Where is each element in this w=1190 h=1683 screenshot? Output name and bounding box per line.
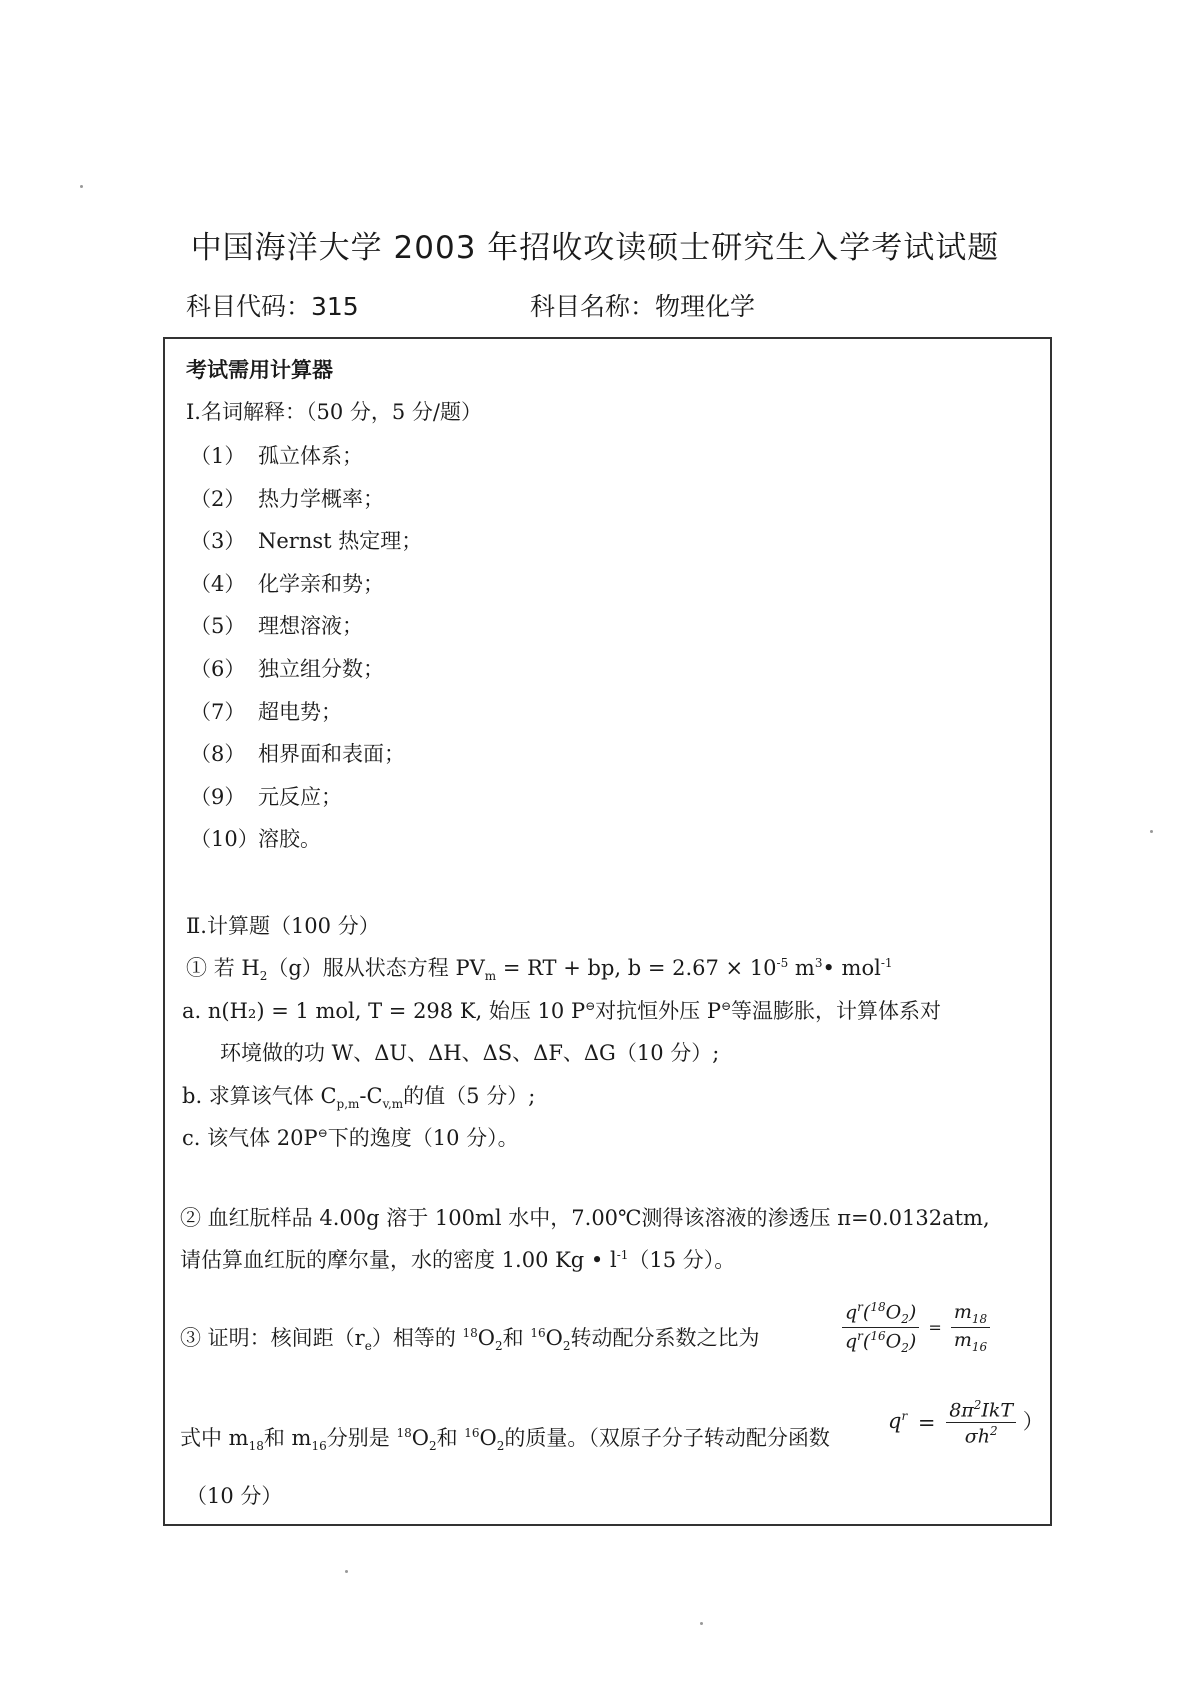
term-number: （9） [190,784,246,809]
subject-code: 科目代码：315 [186,292,359,321]
ratio-formula: $\frac{q^r(^{18}O_2)}{q^r(^{16}O_2)}$ = $\frac{m_{18}}{m_{16}}$ [842,1300,990,1355]
term-number: （2） [190,486,246,511]
term-text: 化学亲和势； [258,571,384,596]
scan-speck [345,1570,348,1573]
q3-points: （10 分） [186,1484,283,1508]
q2-line2: 请估算血红朊的摩尔量，水的密度 1.00 Kg • $l^{-1}(15$ 分）。 [180,1248,736,1272]
partition-function-formula: $q^r$ = $\frac{8\pi^2IkT}{\sigma h^2}$ ） [888,1398,1044,1448]
term-item [190,525,422,555]
term-text: 热力学概率； [258,486,384,511]
section1-heading: Ⅰ.名词解释：（50 分，5 分/题） [186,400,482,424]
q1-part-c: c. 该气体 20P⊖下的逸度（10 分）。 [182,1126,519,1150]
scan-speck [700,1622,703,1625]
term-number: （4） [190,571,246,596]
term-number: （6） [190,657,246,681]
term-item [190,483,384,513]
term-text: 独立组分数； [258,657,384,681]
term-number: （8） [190,742,246,767]
term-text: 相界面和表面； [258,742,405,767]
term-number: （10） [190,827,259,852]
term-text: 元反应； [258,784,342,809]
term-number: （1） [190,444,246,468]
q1-part-a-cont: 环境做的功 W、ΔU、ΔH、ΔS、ΔF、ΔG（10 分）; [220,1041,720,1065]
q1-intro: ① 若 $H_2(g)$服从状态方程 $PV_m$ = RT + bp, $b = 2.67 \times 10^{-5}$ $m^3•$ mol$^{-1}$ [186,956,893,984]
term-text: 超电势； [258,699,342,724]
term-text: 孤立体系； [258,444,363,468]
q3-line1: ③ 证明：核间距$(r_e)$相等的 $^{18}O_2$和 $^{16}O_2$转动配分系数之比为 [180,1326,760,1354]
scan-speck [80,185,83,188]
term-item [190,781,342,811]
q1-marker: ① [186,956,207,980]
term-item [190,823,321,853]
calculator-notice: 考试需用计算器 [186,358,333,382]
q2-line1: ② 血红朊样品 4.00g 溶于 100ml 水中，7.00℃测得该溶液的渗透压 π=0.0132atm, [180,1206,990,1230]
term-number: （7） [190,699,246,724]
term-item [190,568,384,598]
exam-title: 中国海洋大学 2003 年招收攻读硕士研究生入学考试试题 [190,230,1000,266]
subject-name: 科目名称：物理化学 [530,292,756,321]
term-item [190,653,384,683]
q1-part-b: b. 求算该气体 $C_{p,m}-C_{v,m}$的值（5 分）; [182,1084,536,1112]
term-number: （5） [190,614,246,639]
q3-line2: 式中 $m_{18}$和 $m_{16}$分别是 $^{18}O_2$和 $^{16}O_2$的质量。（双原子分子转动配分函数 [180,1426,830,1454]
term-text: 溶胶。 [258,827,321,852]
term-number: （3） [190,529,246,554]
section2-heading: Ⅱ.计算题（100 分） [186,914,380,938]
scan-speck [1150,830,1153,833]
term-item [190,696,342,726]
q1-part-a: a. n(H₂) = 1 mol, T = 298 K, 始压 10 P⊖对抗恒外压 P⊖等温膨胀，计算体系对 [182,999,942,1023]
term-item [190,440,363,470]
term-text: 理想溶液； [258,614,363,639]
term-item [190,738,405,768]
term-item [190,610,363,640]
term-text: Nernst 热定理； [258,529,423,554]
